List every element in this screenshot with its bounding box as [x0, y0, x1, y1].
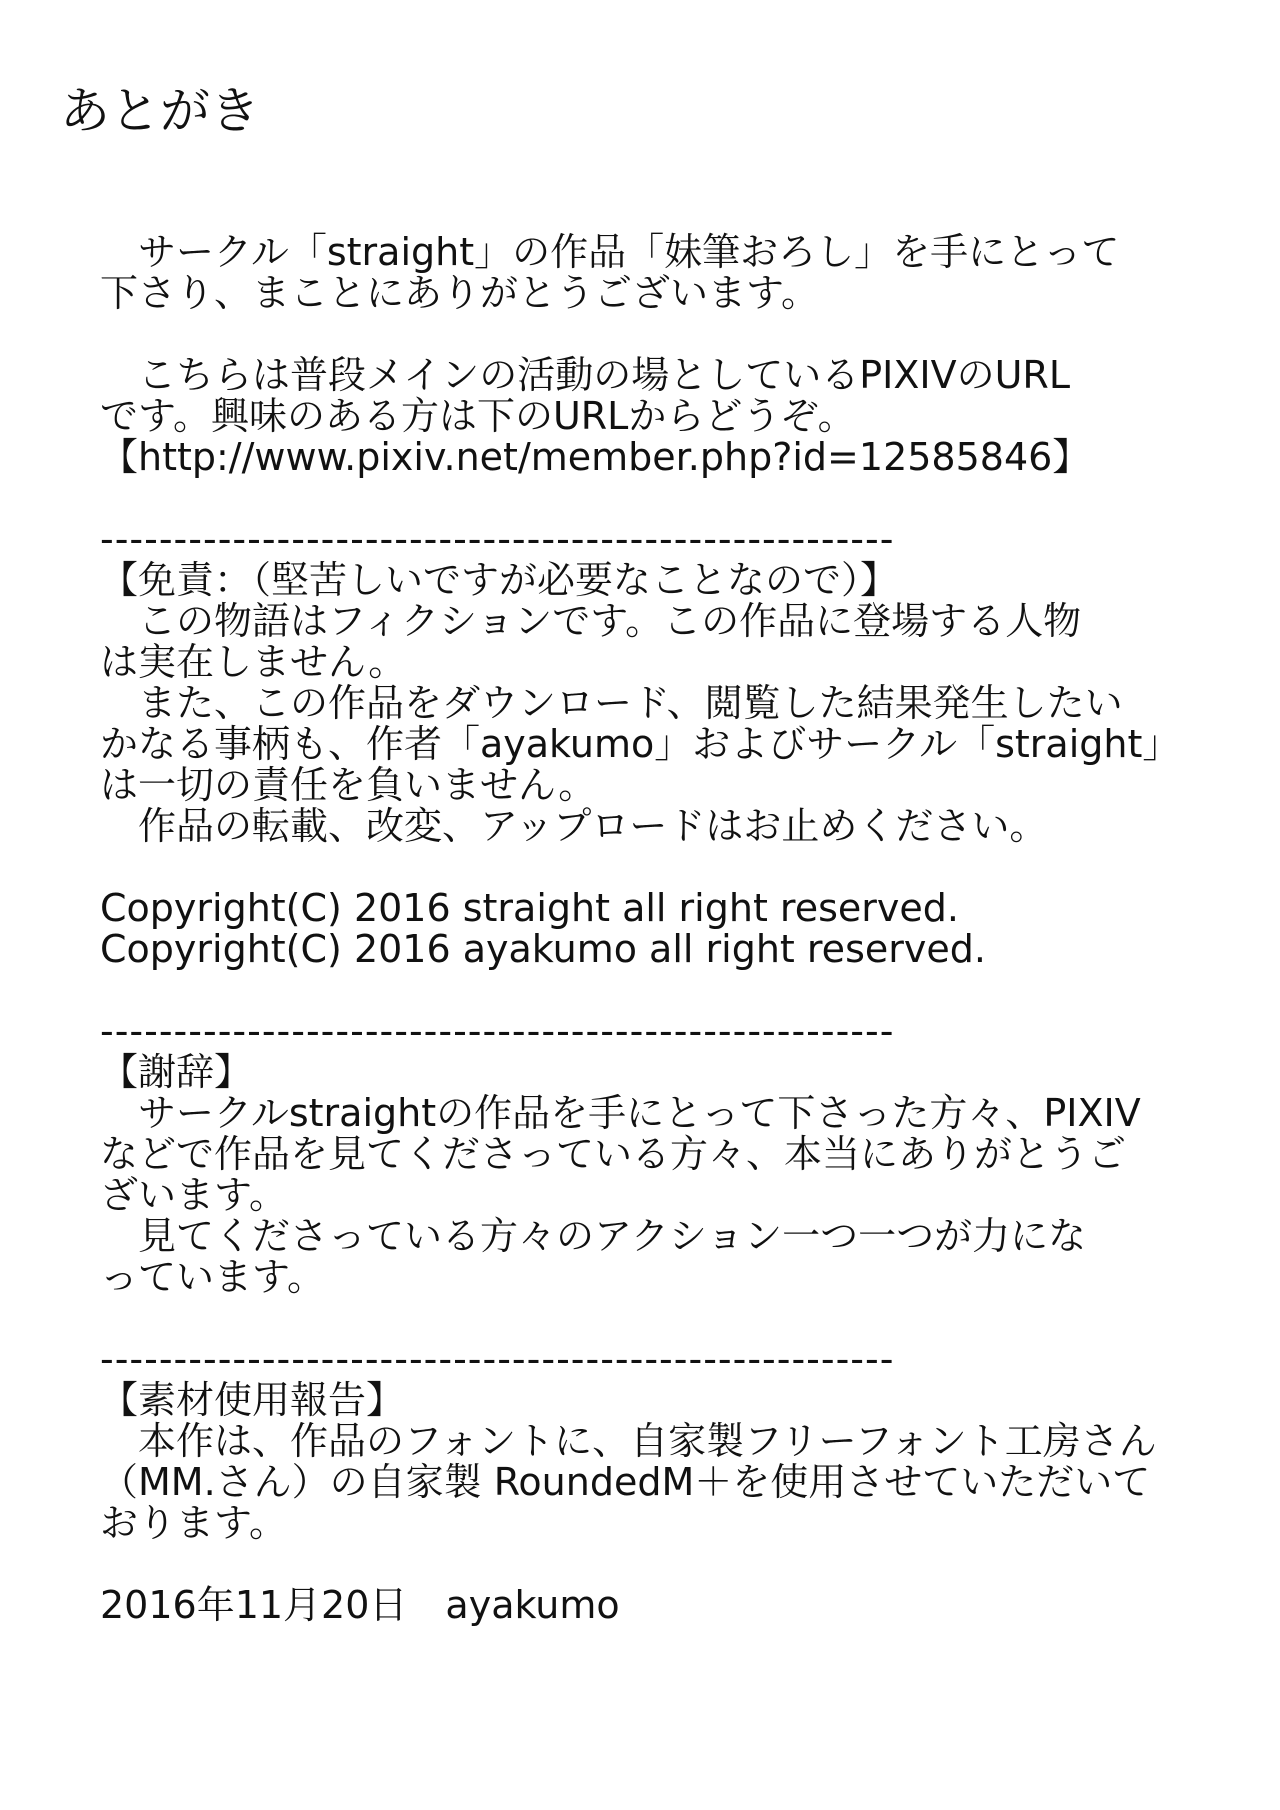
- thanks-line: などで作品を見てくださっている方々、本当にありがとうご: [100, 1132, 1127, 1176]
- disclaimer-title: 【免責：（堅苦しいですが必要なことなので）】: [100, 558, 899, 602]
- disclaimer-line: は一切の責任を負いません。: [100, 763, 597, 807]
- disclaimer-line: また、この作品をダウンロード、閲覧した結果発生したい: [100, 681, 1123, 725]
- copyright-section: [100, 888, 1240, 970]
- page-title: あとがき: [60, 82, 260, 140]
- thanks-title: 【謝辞】: [100, 1050, 253, 1094]
- afterword-body: [100, 232, 1240, 1626]
- pixiv-url-link[interactable]: 【http://www.pixiv.net/member.php?id=12585846】: [100, 435, 1091, 479]
- disclaimer-line: 作品の転載、改変、アップロードはお止めください。: [100, 804, 1048, 848]
- copyright-line: Copyright(C) 2016 straight all right reserved.: [100, 886, 959, 930]
- intro-line: サークル「straight」の作品「妹筆おろし」を手にとって: [100, 230, 1120, 274]
- disclaimer-line: この物語はフィクションです。この作品に登場する人物: [100, 599, 1082, 643]
- materials-line: 本作は、作品のフォントに、自家製フリーフォント工房さん: [100, 1419, 1157, 1463]
- pixiv-section: [100, 355, 1240, 478]
- intro-line: 下さり、まことにありがとうございます。: [100, 271, 819, 315]
- disclaimer-section: [100, 560, 1240, 847]
- thanks-line: 見てくださっている方々のアクション一つ一つが力にな: [100, 1214, 1087, 1258]
- thanks-line: ざいます。: [100, 1173, 287, 1217]
- pixiv-line: です。興味のある方は下のURLからどうぞ。: [100, 394, 856, 438]
- signature-date-author: 2016年11月20日 ayakumo: [100, 1583, 620, 1627]
- pixiv-line: こちらは普段メインの活動の場としているPIXIVのURL: [100, 353, 1070, 397]
- thanks-line: サークルstraightの作品を手にとって下さった方々、PIXIV: [100, 1091, 1141, 1135]
- materials-line: おります。: [100, 1501, 287, 1545]
- intro-section: [100, 232, 1240, 314]
- disclaimer-line: かなる事柄も、作者「ayakumo」およびサークル「straight」: [100, 722, 1181, 766]
- section-divider: ------------------------------------------------------: [100, 1011, 895, 1052]
- materials-line: （MM.さん）の自家製 RoundedM＋を使用させていただいて: [100, 1460, 1151, 1504]
- thanks-section: [100, 1052, 1240, 1298]
- section-divider: ------------------------------------------------------: [100, 519, 895, 560]
- section-divider: ------------------------------------------------------: [100, 1339, 895, 1380]
- materials-section: [100, 1380, 1240, 1544]
- thanks-line: っています。: [100, 1255, 325, 1299]
- materials-title: 【素材使用報告】: [100, 1378, 405, 1422]
- disclaimer-line: は実在しません。: [100, 640, 407, 684]
- copyright-line: Copyright(C) 2016 ayakumo all right reserved.: [100, 927, 986, 971]
